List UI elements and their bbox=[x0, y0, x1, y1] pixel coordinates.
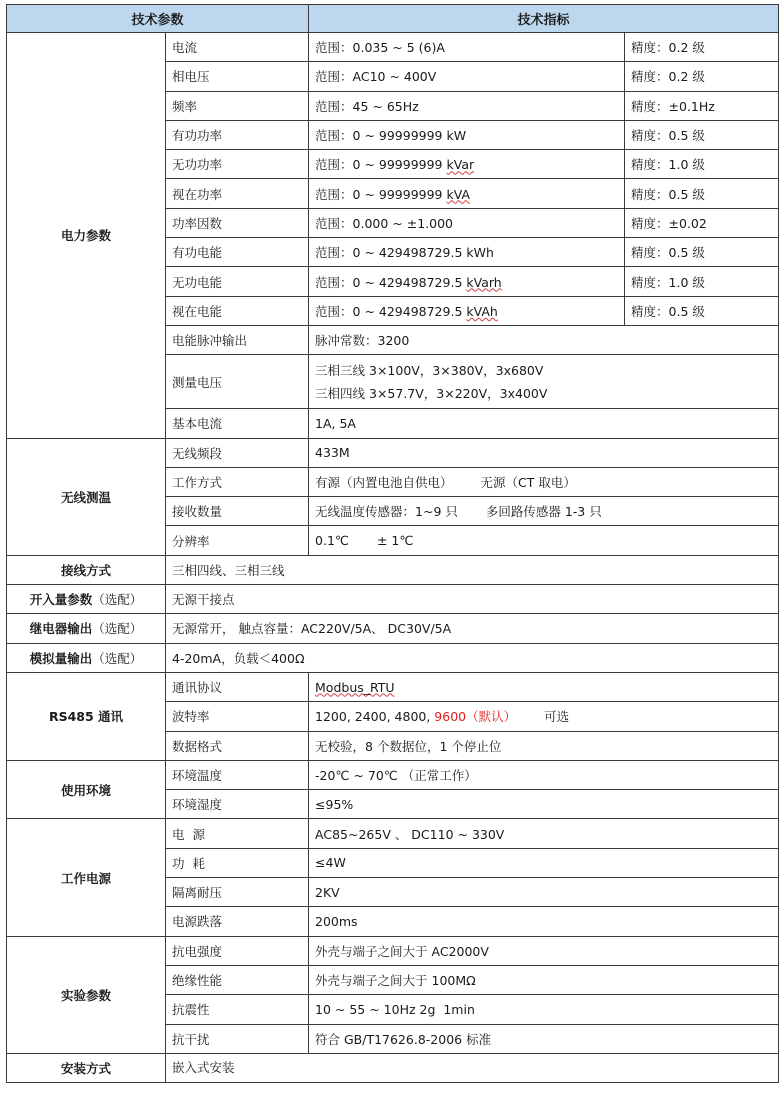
param-value: 433M bbox=[309, 438, 779, 467]
param-range: 范围：0.035 ~ 5 (6)A bbox=[309, 33, 625, 62]
param-name: 隔离耐压 bbox=[166, 878, 309, 907]
range-prefix: 范围：0 ~ 99999999 bbox=[315, 157, 447, 173]
param-name: 接收数量 bbox=[166, 497, 309, 526]
param-accuracy: 精度：±0.02 bbox=[625, 208, 779, 237]
param-name: 无功电能 bbox=[166, 267, 309, 296]
param-value: 200ms bbox=[309, 907, 779, 936]
param-range bbox=[309, 296, 625, 325]
category-label: 开入量参数 bbox=[29, 592, 93, 608]
param-name: 无线频段 bbox=[166, 438, 309, 467]
category-supply: 工作电源 bbox=[7, 819, 166, 936]
category-label: 继电器输出 bbox=[29, 621, 93, 637]
baud-values: 1200, 2400, 4800, bbox=[315, 709, 435, 725]
param-value bbox=[309, 526, 779, 555]
receive-wireless: 无线温度传感器：1~9 只 bbox=[315, 504, 458, 520]
param-name: 视在电能 bbox=[166, 296, 309, 325]
range-unit: kVar bbox=[446, 157, 475, 173]
param-name: 抗震性 bbox=[166, 995, 309, 1024]
baud-suffix: 可选 bbox=[544, 709, 570, 725]
spec-table bbox=[6, 4, 779, 1083]
category-optional: （选配） bbox=[92, 650, 143, 666]
category-switch-input bbox=[7, 585, 166, 614]
table-row bbox=[7, 614, 779, 643]
param-name: 抗干扰 bbox=[166, 1024, 309, 1053]
category-analog bbox=[7, 643, 166, 672]
range-prefix: 范围：0 ~ 429498729.5 bbox=[315, 303, 467, 319]
param-range: 范围：AC10 ~ 400V bbox=[309, 62, 625, 91]
param-name: 测量电压 bbox=[166, 355, 309, 409]
param-name: 工作方式 bbox=[166, 467, 309, 496]
param-range: 范围：0 ~ 429498729.5 kWh bbox=[309, 238, 625, 267]
param-name: 抗电强度 bbox=[166, 936, 309, 965]
baud-default: 9600（默认） bbox=[434, 709, 517, 725]
param-value: 2KV bbox=[309, 878, 779, 907]
param-name: 无功功率 bbox=[166, 150, 309, 179]
category-optional: （选配） bbox=[92, 621, 143, 637]
range-prefix: 范围：0 ~ 429498729.5 bbox=[315, 274, 467, 290]
param-name: 电源跌落 bbox=[166, 907, 309, 936]
param-range: 范围：0.000 ~ ±1.000 bbox=[309, 208, 625, 237]
range-unit: kVarh bbox=[466, 274, 502, 290]
param-name: 波特率 bbox=[166, 702, 309, 731]
param-name: 有功功率 bbox=[166, 120, 309, 149]
table-row bbox=[7, 936, 779, 965]
param-name: 频率 bbox=[166, 91, 309, 120]
param-value: AC85~265V 、 DC110 ~ 330V bbox=[309, 819, 779, 848]
param-range bbox=[309, 150, 625, 179]
param-accuracy: 精度：0.5 级 bbox=[625, 296, 779, 325]
param-name: 数据格式 bbox=[166, 731, 309, 760]
param-value: 符合 GB/T17626.8-2006 标准 bbox=[309, 1024, 779, 1053]
table-row bbox=[7, 643, 779, 672]
protocol-value: Modbus_RTU bbox=[315, 679, 395, 695]
param-value: ≤4W bbox=[309, 848, 779, 877]
param-accuracy: 精度：0.2 级 bbox=[625, 33, 779, 62]
param-value: 脉冲常数：3200 bbox=[309, 325, 779, 354]
param-value: 外壳与端子之间大于 AC2000V bbox=[309, 936, 779, 965]
mode-active: 有源（内置电池自供电） bbox=[315, 475, 453, 490]
param-value: 无源常开， 触点容量：AC220V/5A、 DC30V/5A bbox=[166, 614, 779, 643]
table-header bbox=[7, 5, 779, 33]
param-value: 嵌入式安装 bbox=[166, 1053, 779, 1082]
param-value: 无校验，8 个数据位，1 个停止位 bbox=[309, 731, 779, 760]
param-value: 1A, 5A bbox=[309, 409, 779, 438]
header-param: 技术参数 bbox=[7, 5, 309, 33]
param-range: 范围：0 ~ 99999999 kW bbox=[309, 120, 625, 149]
param-accuracy: 精度：0.2 级 bbox=[625, 62, 779, 91]
category-relay bbox=[7, 614, 166, 643]
resolution-tolerance: ± 1℃ bbox=[376, 533, 414, 549]
param-range bbox=[309, 267, 625, 296]
table-row bbox=[7, 760, 779, 789]
param-range bbox=[309, 179, 625, 208]
param-value: 10 ~ 55 ~ 10Hz 2g 1min bbox=[309, 995, 779, 1024]
param-name: 基本电流 bbox=[166, 409, 309, 438]
param-accuracy: 精度：1.0 级 bbox=[625, 150, 779, 179]
param-value bbox=[309, 702, 779, 731]
receive-multi: 多回路传感器 1-3 只 bbox=[485, 504, 602, 520]
header-spec: 技术指标 bbox=[309, 5, 779, 33]
category-wireless: 无线测温 bbox=[7, 438, 166, 555]
param-name: 功率因数 bbox=[166, 208, 309, 237]
param-name: 环境湿度 bbox=[166, 790, 309, 819]
category-wiring: 接线方式 bbox=[7, 555, 166, 584]
param-name: 绝缘性能 bbox=[166, 965, 309, 994]
param-value: 无源干接点 bbox=[166, 585, 779, 614]
param-name: 电流 bbox=[166, 33, 309, 62]
param-name: 分辨率 bbox=[166, 526, 309, 555]
param-accuracy: 精度：0.5 级 bbox=[625, 238, 779, 267]
table-row bbox=[7, 819, 779, 848]
category-optional: （选配） bbox=[92, 592, 143, 608]
param-value bbox=[309, 355, 779, 409]
mode-passive: 无源（CT 取电） bbox=[480, 475, 576, 490]
category-environment: 使用环境 bbox=[7, 760, 166, 819]
param-name: 通讯协议 bbox=[166, 672, 309, 701]
param-value bbox=[309, 497, 779, 526]
param-name: 环境温度 bbox=[166, 760, 309, 789]
param-name: 视在功率 bbox=[166, 179, 309, 208]
voltage-line-2: 三相四线 3×57.7V，3×220V，3x400V bbox=[315, 385, 548, 401]
param-accuracy: 精度：0.5 级 bbox=[625, 120, 779, 149]
param-name: 电能脉冲输出 bbox=[166, 325, 309, 354]
range-unit: kVAh bbox=[466, 303, 498, 319]
category-label: 模拟量输出 bbox=[29, 650, 93, 666]
param-range: 范围：45 ~ 65Hz bbox=[309, 91, 625, 120]
param-value: ≤95% bbox=[309, 790, 779, 819]
voltage-line-1: 三相三线 3×100V，3×380V，3x680V bbox=[315, 362, 544, 378]
resolution-value: 0.1℃ bbox=[315, 533, 349, 549]
param-accuracy: 精度：1.0 级 bbox=[625, 267, 779, 296]
table-row bbox=[7, 33, 779, 62]
table-row bbox=[7, 438, 779, 467]
param-name: 有功电能 bbox=[166, 238, 309, 267]
category-rs485: RS485 通讯 bbox=[7, 672, 166, 760]
param-value: 三相四线、三相三线 bbox=[166, 555, 779, 584]
param-accuracy: 精度：0.5 级 bbox=[625, 179, 779, 208]
category-power: 电力参数 bbox=[7, 33, 166, 439]
table-row bbox=[7, 1053, 779, 1082]
param-value: 外壳与端子之间大于 100MΩ bbox=[309, 965, 779, 994]
param-value: -20℃ ~ 70℃ （正常工作） bbox=[309, 760, 779, 789]
range-unit: kVA bbox=[446, 186, 471, 202]
param-value: 4-20mA，负载＜400Ω bbox=[166, 643, 779, 672]
category-install: 安装方式 bbox=[7, 1053, 166, 1082]
table-row bbox=[7, 585, 779, 614]
param-accuracy: 精度：±0.1Hz bbox=[625, 91, 779, 120]
range-prefix: 范围：0 ~ 99999999 bbox=[315, 186, 447, 202]
table-row bbox=[7, 555, 779, 584]
table-row bbox=[7, 672, 779, 701]
param-name: 功 耗 bbox=[166, 848, 309, 877]
category-test: 实验参数 bbox=[7, 936, 166, 1053]
param-value bbox=[309, 672, 779, 701]
param-name: 电 源 bbox=[166, 819, 309, 848]
param-value bbox=[309, 467, 779, 496]
param-name: 相电压 bbox=[166, 62, 309, 91]
